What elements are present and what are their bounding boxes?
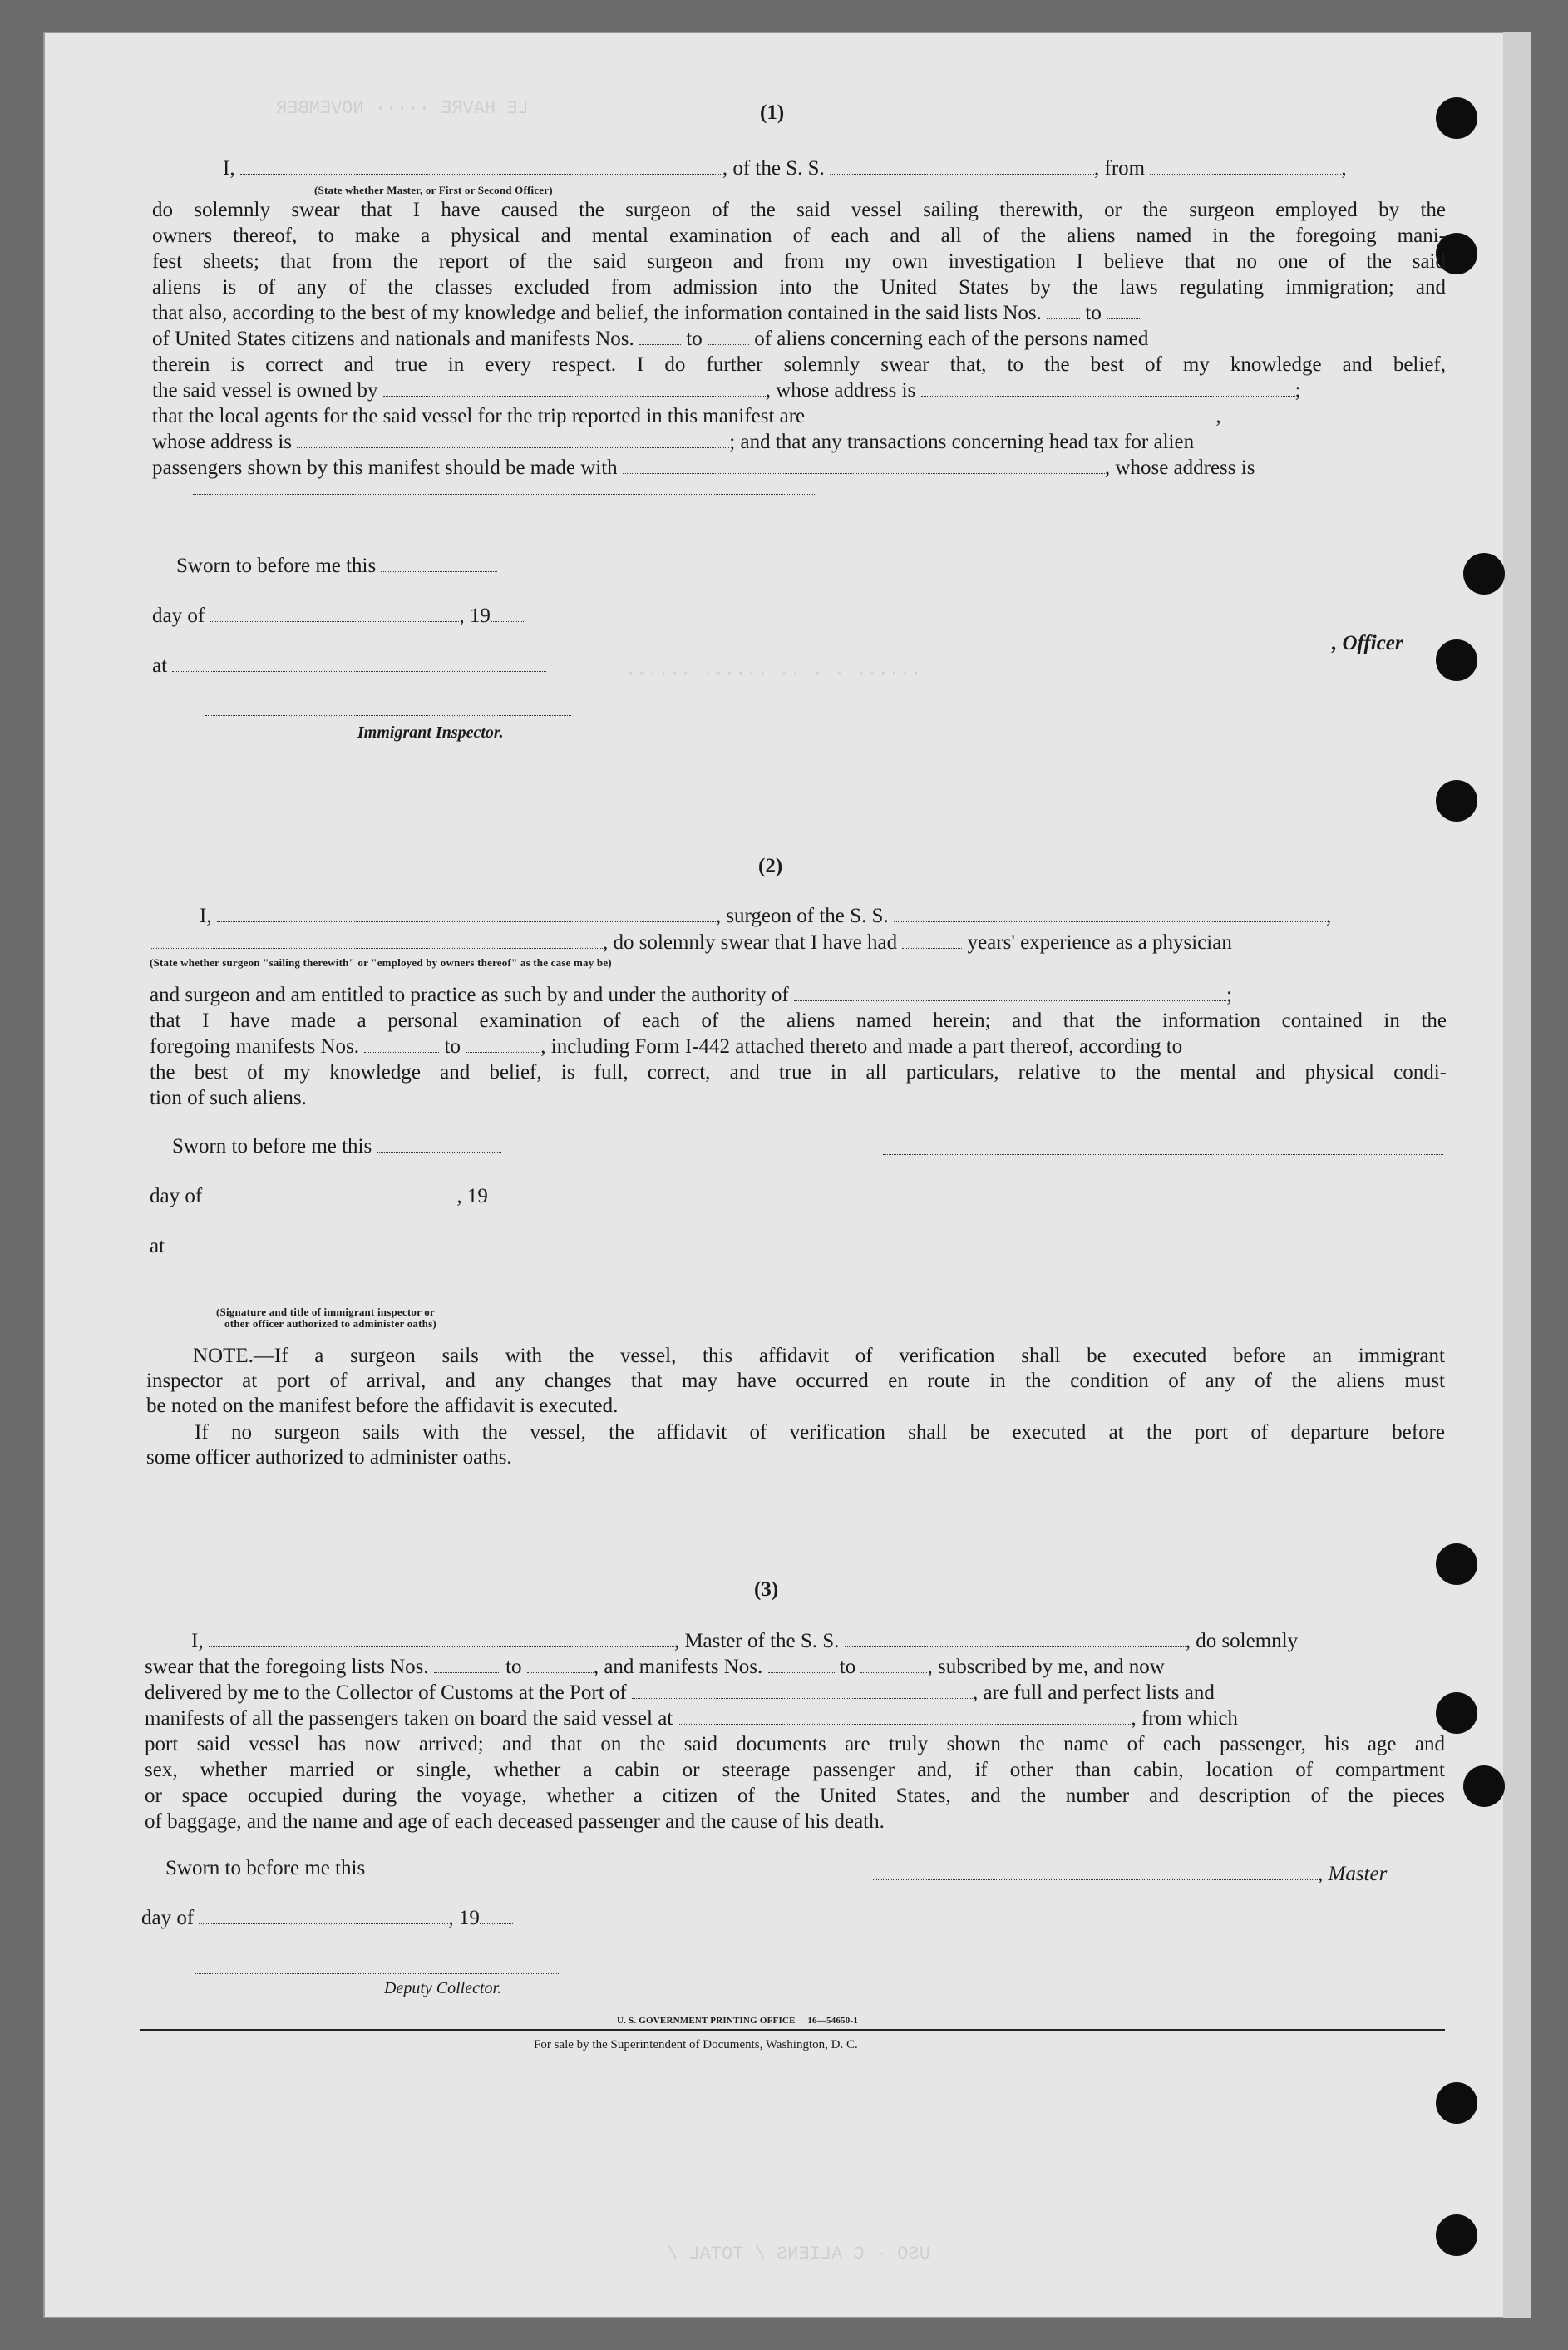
oath-line <box>152 403 1446 429</box>
oath-text: manifests of all the passengers taken on board the said vessel at <box>145 1707 673 1730</box>
oath-line <box>145 1654 1445 1680</box>
note-text: be noted on the manifest before the affidavit is executed. <box>146 1395 619 1417</box>
oath-text: , including Form I-442 attached thereto and made a part thereof, according to <box>540 1035 1183 1058</box>
blank-field[interactable] <box>466 1035 540 1053</box>
field-caption: (State whether Master, or First or Second Officer) <box>314 184 553 196</box>
deputy-label: Deputy Collector. <box>384 1979 502 1997</box>
punch-hole <box>1436 2082 1477 2124</box>
oath-text: that the local agents for the said vessel for the trip reported in this manifest are <box>152 405 806 427</box>
blank-field[interactable] <box>708 328 749 345</box>
punch-hole <box>1436 2214 1477 2256</box>
note-text: inspector at port of arrival, and any changes that may have occurred en route in the condition of any of the aliens must <box>146 1370 1445 1392</box>
blank-field[interactable] <box>240 157 722 175</box>
bleed-through-mark: USO - C ALIENS / TOTAL / <box>667 2244 930 2264</box>
oath-text: or space occupied during the voyage, whether a citizen of the United States, and the number and description of the pieces <box>145 1785 1445 1807</box>
oath-line <box>200 903 1447 929</box>
blank-field[interactable] <box>921 379 1295 397</box>
oath-line <box>152 300 1446 326</box>
note-text: some officer authorized to administer oaths. <box>146 1446 512 1469</box>
blank-field[interactable] <box>193 494 816 495</box>
at-label: at <box>152 654 168 677</box>
punch-hole <box>1436 639 1477 681</box>
blank-field[interactable] <box>377 1135 501 1153</box>
blank-field[interactable] <box>172 654 546 672</box>
oath-line <box>145 1706 1445 1731</box>
day-label: day of <box>141 1907 195 1929</box>
note-text: NOTE.—If a surgeon sails with the vessel, this affidavit of verification shall be executed before an immigrant <box>193 1345 1445 1367</box>
year-label: , 19 <box>456 1185 488 1207</box>
footer-rule <box>140 2029 1445 2031</box>
year-label: , 19 <box>459 605 491 627</box>
section-number: (1) <box>760 101 785 124</box>
oath-text: ; and that any transactions concerning head tax for alien <box>729 431 1195 453</box>
oath-line <box>150 930 1447 955</box>
oath-line <box>152 455 1446 481</box>
blank-field[interactable] <box>768 1656 835 1673</box>
blank-field[interactable] <box>810 405 1215 422</box>
at-label: at <box>150 1235 165 1257</box>
oath-text: of aliens concerning each of the persons named <box>754 328 1149 350</box>
sworn-label: Sworn to before me this <box>172 1135 372 1158</box>
oath-text: , Master of the S. S. <box>673 1630 840 1652</box>
blank-field[interactable] <box>632 1681 973 1699</box>
oath-text: foregoing manifests Nos. <box>150 1035 360 1058</box>
oath-text: and surgeon and am entitled to practice as such by and under the authority of <box>150 984 789 1006</box>
master-label: , Master <box>1318 1863 1388 1885</box>
oath-text: , surgeon of the S. S. <box>715 905 889 927</box>
day-label: day of <box>150 1185 203 1207</box>
oath-text: , <box>1215 405 1221 427</box>
oath-text: , from <box>1094 157 1146 180</box>
oath-text: swear that the foregoing lists Nos. <box>145 1656 429 1678</box>
at-line <box>150 1233 544 1259</box>
blank-field[interactable] <box>210 605 459 622</box>
oath-text: , of the S. S. <box>722 157 825 180</box>
oath-text: to <box>839 1656 856 1678</box>
blank-field[interactable] <box>199 1907 448 1924</box>
blank-field[interactable] <box>170 1235 544 1252</box>
oath-text: of United States citizens and nationals and manifests Nos. <box>152 328 634 350</box>
blank-field[interactable] <box>1107 302 1140 319</box>
blank-field[interactable] <box>488 1185 521 1202</box>
blank-field[interactable] <box>370 1857 503 1874</box>
inspector-signature-line[interactable] <box>205 715 571 716</box>
field-caption: (State whether surgeon "sailing therewith" or "employed by owners thereof" as the case may be) <box>150 956 612 969</box>
sworn-line <box>165 1855 503 1881</box>
punch-hole <box>1463 1765 1505 1807</box>
oath-text: to <box>686 328 703 350</box>
oath-text: owners thereof, to make a physical and mental examination of each and all of the aliens named in the foregoing mani- <box>152 225 1446 247</box>
sworn-line <box>172 1133 501 1159</box>
master-line <box>873 1861 1387 1887</box>
sworn-label: Sworn to before me this <box>165 1857 366 1879</box>
year-label: , 19 <box>448 1907 480 1929</box>
oath-text: tion of such aliens. <box>150 1087 307 1109</box>
blank-field[interactable] <box>873 1863 1318 1880</box>
officer-line <box>883 630 1403 656</box>
blank-field[interactable] <box>845 1630 1186 1647</box>
section-number: (3) <box>754 1578 779 1601</box>
blank-field[interactable] <box>364 1035 439 1053</box>
oath-text: , whose address is <box>765 379 916 402</box>
oath-text: , whose address is <box>1104 457 1255 479</box>
punch-hole <box>1463 553 1505 595</box>
blank-field[interactable] <box>1150 157 1341 175</box>
blank-field[interactable] <box>217 905 716 922</box>
oath-text: passengers shown by this manifest should be made with <box>152 457 618 479</box>
oath-line <box>150 1034 1447 1059</box>
oath-text: , <box>1325 905 1332 927</box>
oath-text: port said vessel has now arrived; and that on the said documents are truly shown the name of each passenger, his age and <box>145 1733 1445 1755</box>
punch-hole <box>1436 97 1477 139</box>
punch-hole <box>1436 1543 1477 1585</box>
oath-text: of baggage, and the name and age of each deceased passenger and the cause of his death. <box>145 1810 885 1833</box>
sworn-line <box>176 553 497 579</box>
oath-text: do solemnly swear that I have caused the surgeon of the said vessel sailing therewith, or the surgeon employed by the <box>152 199 1446 221</box>
blank-field[interactable] <box>678 1707 1131 1725</box>
signature-caption: (Signature and title of immigrant inspector or <box>216 1306 435 1318</box>
punch-hole <box>1436 780 1477 822</box>
blank-field[interactable] <box>623 457 1105 474</box>
inspector-label: Immigrant Inspector. <box>357 723 504 742</box>
oath-text: , and manifests Nos. <box>593 1656 763 1678</box>
oath-text: that I have made a personal examination of each of the aliens named herein; and that the information contained in the <box>150 1010 1447 1032</box>
blank-field[interactable] <box>830 157 1094 175</box>
oath-text: whose address is <box>152 431 293 453</box>
oath-line <box>145 1680 1445 1706</box>
oath-line <box>150 982 1447 1008</box>
oath-text: sex, whether married or single, whether a cabin or steerage passenger and, if other than cabin, location of compartment <box>145 1759 1445 1781</box>
form-page <box>43 32 1531 2318</box>
printing-office-imprint: U. S. GOVERNMENT PRINTING OFFICE 16—54650-1 <box>617 2016 859 2026</box>
oath-text: to <box>1085 302 1102 324</box>
oath-text: to <box>444 1035 461 1058</box>
oath-text: , do solemnly <box>1185 1630 1299 1652</box>
blank-field[interactable] <box>381 555 497 572</box>
deputy-signature-line[interactable] <box>195 1973 560 1974</box>
oath-text: delivered by me to the Collector of Customs at the Port of <box>145 1681 627 1704</box>
blank-field[interactable] <box>434 1656 500 1673</box>
blank-field[interactable] <box>480 1907 513 1924</box>
oath-text: to <box>505 1656 522 1678</box>
bleed-through-mark: ······ · · ·· ······ ······ <box>625 664 922 684</box>
oath-text: therein is correct and true in every respect. I do further solemnly swear that, to the best of my knowledge and belief, <box>152 353 1446 376</box>
blank-field[interactable] <box>150 931 603 949</box>
oath-line <box>152 429 1446 455</box>
blank-field[interactable] <box>207 1185 456 1202</box>
bleed-through-mark: LE HAVRE ····· NOVEMBER <box>276 98 529 119</box>
oath-text: , from which <box>1131 1707 1238 1730</box>
oath-line <box>152 378 1446 403</box>
oath-text: that also, according to the best of my knowledge and belief, the information contained in the said lists Nos. <box>152 302 1042 324</box>
oath-line <box>223 156 1445 181</box>
day-line <box>141 1905 513 1931</box>
surgeon-signature-line[interactable] <box>883 1154 1443 1155</box>
blank-field[interactable] <box>209 1630 674 1647</box>
oath-text: years' experience as a physician <box>967 931 1232 954</box>
sale-notice: For sale by the Superintendent of Documents, Washington, D. C. <box>534 2038 858 2051</box>
blank-field[interactable] <box>1047 302 1080 319</box>
page-edge <box>1503 32 1531 2318</box>
oath-text: I, <box>223 157 235 180</box>
blank-field[interactable] <box>383 379 766 397</box>
note-text: If no surgeon sails with the vessel, the affidavit of verification shall be executed at the port of departure before <box>195 1421 1445 1444</box>
blank-field[interactable] <box>883 632 1332 649</box>
blank-field[interactable] <box>794 984 1226 1001</box>
oath-text: , do solemnly swear that I have had <box>603 931 898 954</box>
signature-caption: other officer authorized to administer oaths) <box>224 1317 436 1330</box>
oath-text: ; <box>1294 379 1301 402</box>
oath-text: ; <box>1226 984 1232 1006</box>
day-line <box>150 1183 521 1209</box>
blank-field[interactable] <box>860 1656 927 1673</box>
section-number: (2) <box>758 855 783 877</box>
oath-text: fest sheets; that from the report of the said surgeon and from my own investigation I believe that no one of the said <box>152 250 1446 273</box>
blank-field[interactable] <box>902 931 962 949</box>
blank-field[interactable] <box>527 1656 594 1673</box>
at-line <box>152 653 546 679</box>
sworn-label: Sworn to before me this <box>176 555 377 577</box>
oath-text: , <box>1341 157 1347 180</box>
day-line <box>152 603 524 629</box>
oath-text: , subscribed by me, and now <box>927 1656 1165 1678</box>
blank-field[interactable] <box>639 328 681 345</box>
blank-field[interactable] <box>491 605 524 622</box>
blank-field[interactable] <box>894 905 1326 922</box>
oath-text: I, <box>191 1630 204 1652</box>
oath-text: , are full and perfect lists and <box>973 1681 1215 1704</box>
blank-field[interactable] <box>297 431 729 448</box>
oath-text: the said vessel is owned by <box>152 379 378 402</box>
oath-text: aliens is of any of the classes excluded from admission into the United States by the laws regulating immigration; and <box>152 276 1446 299</box>
officer-label: , Officer <box>1332 632 1403 654</box>
oath-line <box>152 326 1446 352</box>
oath-line <box>191 1628 1445 1654</box>
oath-text: I, <box>200 905 212 927</box>
day-label: day of <box>152 605 205 627</box>
oath-text: the best of my knowledge and belief, is full, correct, and true in all particulars, relative to the mental and physical condi- <box>150 1061 1447 1084</box>
